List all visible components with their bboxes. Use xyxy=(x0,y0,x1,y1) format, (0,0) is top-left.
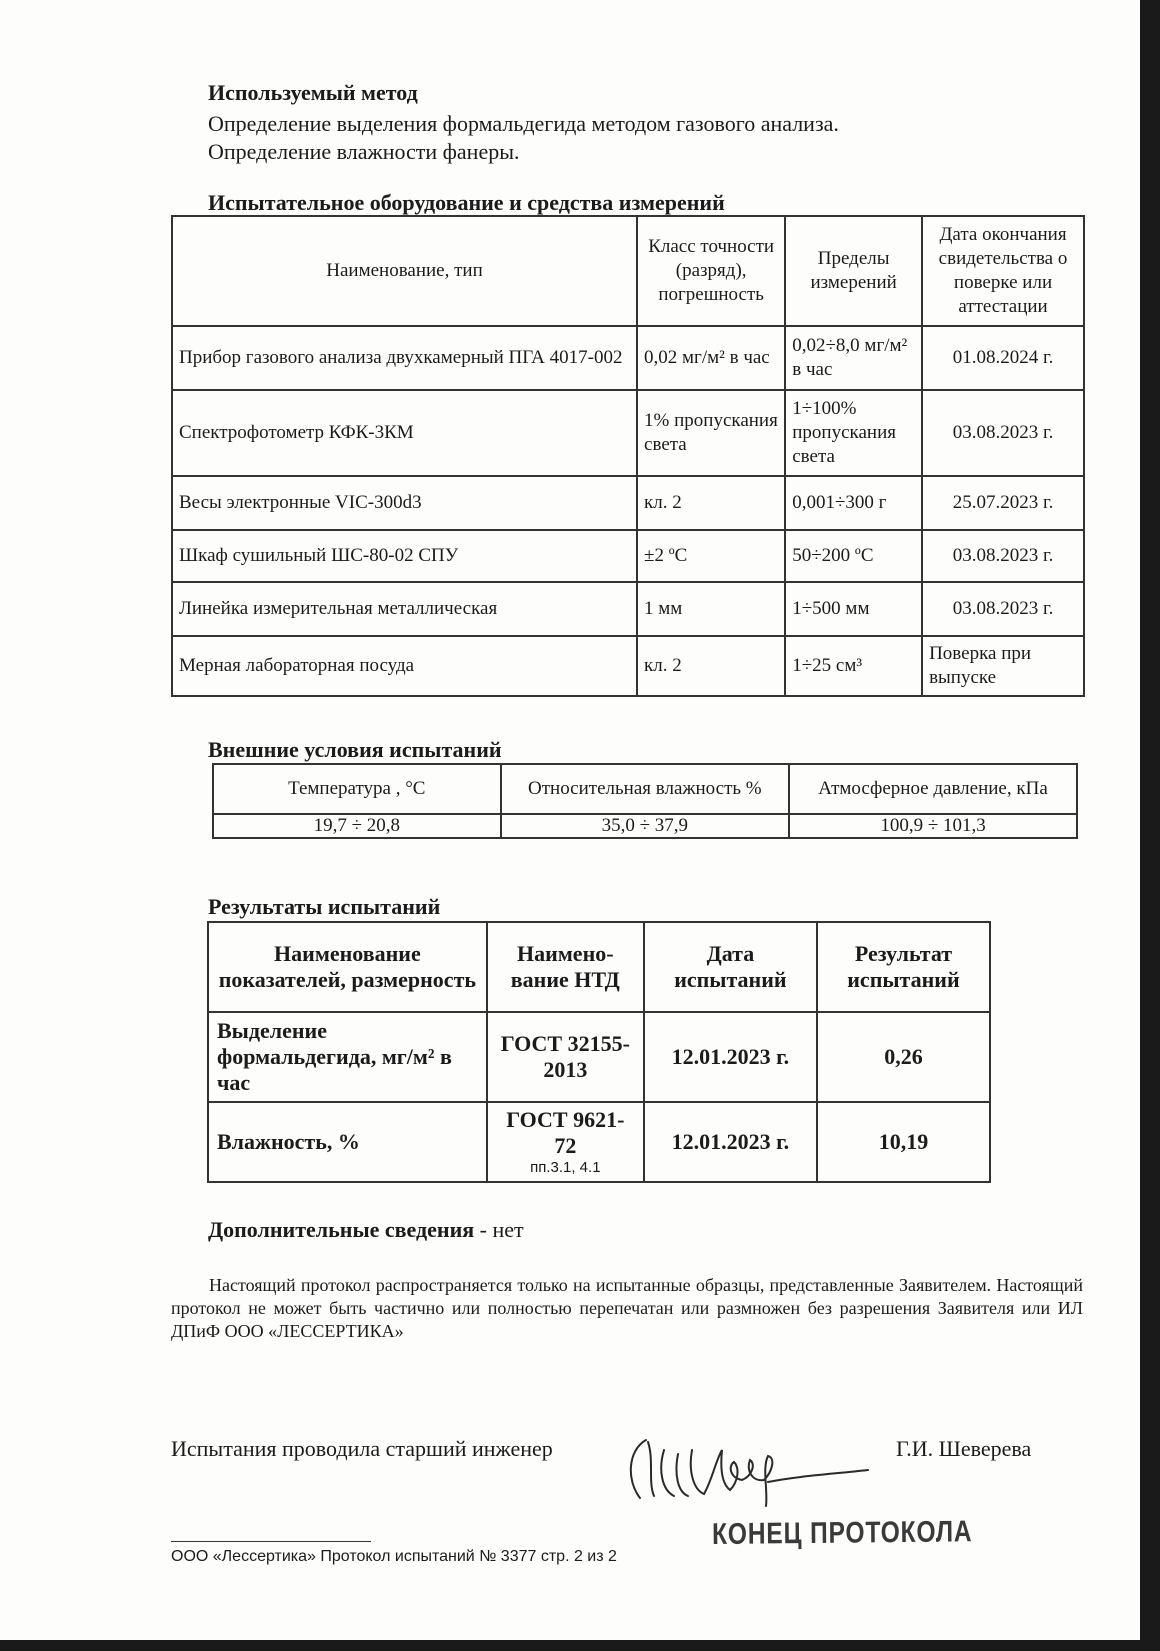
results-row xyxy=(208,1012,990,1102)
conditions-value-temperature: 19,7 ÷ 20,8 xyxy=(213,814,501,838)
conditions-value-humidity: 35,0 ÷ 37,9 xyxy=(501,814,790,838)
results-heading: Результаты испытаний xyxy=(208,894,441,919)
conditions-value-row xyxy=(213,814,1077,838)
equipment-cell-name: Весы электронные VIC-300d3 xyxy=(172,476,637,530)
equipment-row xyxy=(172,582,1084,636)
additional-info xyxy=(208,1217,524,1243)
equipment-cell-range: 0,02÷8,0 мг/м² в час xyxy=(785,326,922,390)
equipment-cell-date: 03.08.2023 г. xyxy=(922,390,1084,476)
equipment-header-row xyxy=(172,216,1084,326)
results-header-ntd: Наимено-вание НТД xyxy=(487,922,644,1012)
equipment-cell-date: 25.07.2023 г. xyxy=(922,476,1084,530)
equipment-cell-date: 01.08.2024 г. xyxy=(922,326,1084,390)
equipment-cell-date: 03.08.2023 г. xyxy=(922,530,1084,582)
equipment-cell-accuracy: кл. 2 xyxy=(637,476,785,530)
equipment-cell-name: Спектрофотометр КФК-3КМ xyxy=(172,390,637,476)
results-row xyxy=(208,1102,990,1182)
results-ntd-text: ГОСТ 32155-2013 xyxy=(500,1031,630,1082)
equipment-cell-date: 03.08.2023 г. xyxy=(922,582,1084,636)
equipment-header-accuracy: Класс точности (разряд), погрешность xyxy=(637,216,785,326)
results-header-row xyxy=(208,922,990,1012)
footer-divider xyxy=(171,1541,371,1542)
equipment-heading: Испытательное оборудование и средства измерений xyxy=(208,190,725,215)
conditions-header-humidity: Относительная влажность % xyxy=(501,764,790,814)
equipment-header-range: Пределы измерений xyxy=(785,216,922,326)
results-ntd-note: пп.3.1, 4.1 xyxy=(530,1159,601,1176)
method-heading: Используемый метод xyxy=(208,80,418,105)
results-cell-result: 0,26 xyxy=(817,1012,990,1102)
results-header-name: Наименование показателей, размерность xyxy=(208,922,487,1012)
equipment-table xyxy=(171,215,1085,697)
equipment-cell-range: 1÷500 мм xyxy=(785,582,922,636)
method-line-2: Определение влажности фанеры. xyxy=(208,139,520,164)
equipment-row xyxy=(172,476,1084,530)
conditions-header-row xyxy=(213,764,1077,814)
results-ntd-text: ГОСТ 9621-72 xyxy=(506,1107,625,1158)
equipment-cell-range: 1÷25 см³ xyxy=(785,636,922,696)
equipment-cell-range: 0,001÷300 г xyxy=(785,476,922,530)
end-of-protocol-stamp: КОНЕЦ ПРОТОКОЛА xyxy=(711,1515,973,1551)
results-cell-name: Влажность, % xyxy=(208,1102,487,1182)
equipment-cell-accuracy: 1 мм xyxy=(637,582,785,636)
results-cell-date: 12.01.2023 г. xyxy=(644,1012,817,1102)
results-header-date: Дата испытаний xyxy=(644,922,817,1012)
results-cell-ntd xyxy=(487,1012,644,1102)
conditions-header-temperature: Температура , °С xyxy=(213,764,501,814)
signature-name: Г.И. Шеверева xyxy=(896,1436,1032,1461)
results-cell-ntd xyxy=(487,1102,644,1182)
disclaimer-note: Настоящий протокол распространяется только на испытанные образцы, представленные Заявителем. Настоящий протокол не может быть частично или полностью перепечатан или размножен без разрешения Заявителя или ИЛ ДПиФ ООО «ЛЕССЕРТИКА» xyxy=(171,1275,1083,1341)
conditions-header-pressure: Атмосферное давление, кПа xyxy=(789,764,1077,814)
equipment-row xyxy=(172,530,1084,582)
footer-text: ООО «Лессертика» Протокол испытаний № 3377 стр. 2 из 2 xyxy=(171,1548,617,1565)
equipment-cell-date: Поверка при выпуске xyxy=(922,636,1084,696)
conditions-table xyxy=(212,763,1078,839)
signature-stroke xyxy=(631,1440,868,1506)
equipment-cell-accuracy: ±2 ºС xyxy=(637,530,785,582)
equipment-cell-range: 50÷200 ºС xyxy=(785,530,922,582)
equipment-cell-name: Шкаф сушильный ШС-80-02 СПУ xyxy=(172,530,637,582)
equipment-cell-name: Линейка измерительная металлическая xyxy=(172,582,637,636)
conditions-heading: Внешние условия испытаний xyxy=(208,737,502,762)
equipment-cell-accuracy: 1% пропускания света xyxy=(637,390,785,476)
equipment-cell-name: Мерная лабораторная посуда xyxy=(172,636,637,696)
results-header-result: Результат испытаний xyxy=(817,922,990,1012)
equipment-row xyxy=(172,636,1084,696)
equipment-row xyxy=(172,326,1084,390)
additional-value: - нет xyxy=(474,1217,524,1242)
results-cell-name: Выделение формальдегида, мг/м² в час xyxy=(208,1012,487,1102)
method-line-1: Определение выделения формальдегида методом газового анализа. xyxy=(208,111,839,136)
equipment-header-date: Дата окончания свидетельства о поверке или аттестации xyxy=(922,216,1084,326)
results-table xyxy=(207,921,991,1183)
conditions-value-pressure: 100,9 ÷ 101,3 xyxy=(789,814,1077,838)
equipment-cell-name: Прибор газового анализа двухкамерный ПГА 4017-002 xyxy=(172,326,637,390)
additional-label: Дополнительные сведения xyxy=(208,1217,475,1242)
equipment-cell-accuracy: 0,02 мг/м² в час xyxy=(637,326,785,390)
equipment-cell-accuracy: кл. 2 xyxy=(637,636,785,696)
equipment-row xyxy=(172,390,1084,476)
handwritten-signature xyxy=(618,1420,888,1510)
results-cell-date: 12.01.2023 г. xyxy=(644,1102,817,1182)
equipment-cell-range: 1÷100% пропускания света xyxy=(785,390,922,476)
equipment-header-name: Наименование, тип xyxy=(172,216,637,326)
signature-label: Испытания проводила старший инженер xyxy=(171,1436,553,1461)
results-cell-result: 10,19 xyxy=(817,1102,990,1182)
